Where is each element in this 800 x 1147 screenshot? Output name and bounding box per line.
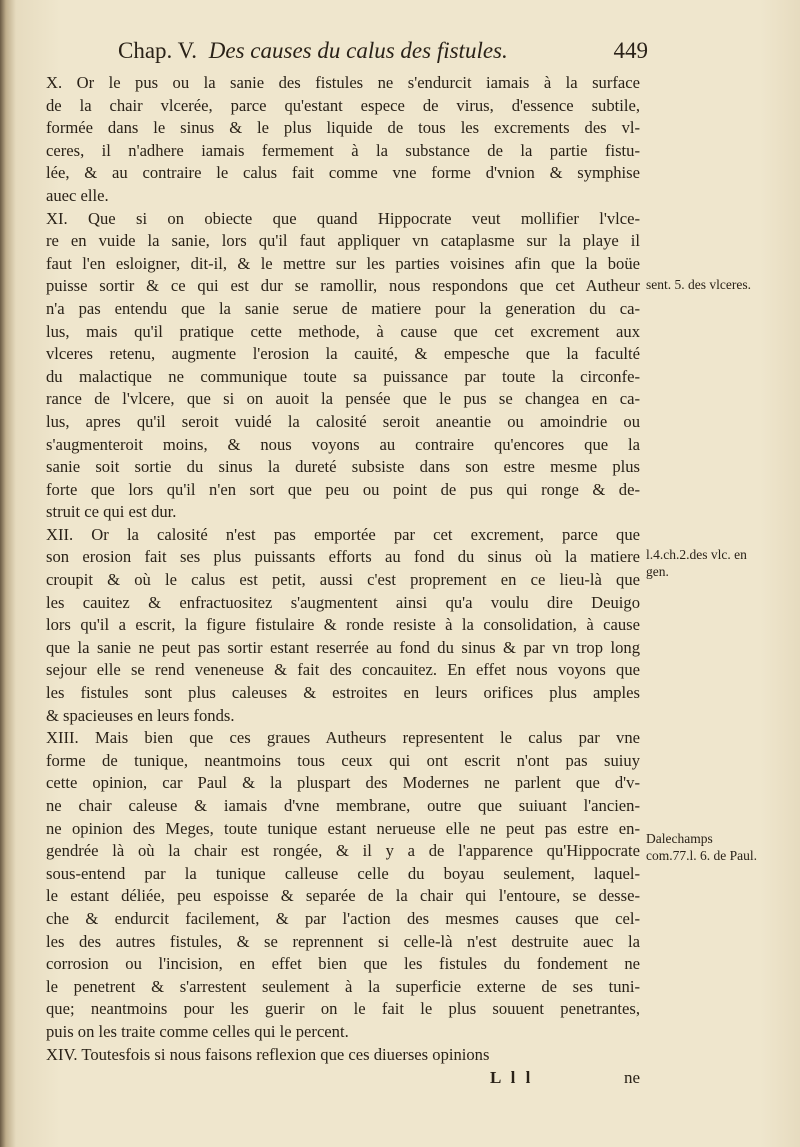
text-line: lors qu'il a escrit, la figure fistulaire & ronde resiste à la consolidation, à cause xyxy=(46,615,640,635)
catchword-line xyxy=(490,1068,640,1088)
paragraph xyxy=(46,208,640,524)
margin-note-dalechamps: Dalechamps com.77.l. 6. de Paul. xyxy=(646,831,757,863)
text-line: gendrée là où la chair est rongée, & il y a de l'apparence qu'Hippocrate xyxy=(46,841,640,861)
text-line: s'augmenteroit moins, & nous voyons au contraire qu'encores que la xyxy=(46,434,640,454)
paragraph xyxy=(46,72,640,208)
text-line: che & endurcit facilement, & par l'action des mesmes causes que cel- xyxy=(46,908,640,928)
running-head xyxy=(118,38,648,64)
text-line: puis on les traite comme celles qui le percent. xyxy=(46,1021,349,1041)
text-line: forte que lors qu'il n'en sort que peu ou point de pus qui ronge & de- xyxy=(46,479,640,499)
catchword: ne xyxy=(623,1068,640,1087)
text-line: XI. Que si on obiecte que quand Hippocrate veut mollifier l'vlce- xyxy=(46,208,640,228)
text-line: forme de tunique, neantmoins tous ceux qui ont escrit n'ont pas suiuy xyxy=(46,750,640,770)
chapter-title: Des causes du calus des fistules. xyxy=(208,38,508,63)
text-line: struit ce qui est dur. xyxy=(46,502,177,522)
text-line: ne chair caleuse & iamais d'vne membrane, outre que suiuant l'ancien- xyxy=(46,796,640,815)
text-line: les cauitez & enfractuositez s'augmentent ainsi qu'a voulu dire Deuigo xyxy=(46,592,640,612)
text-line: X. Or le pus ou la sanie des fistules ne s'endurcit iamais à la surface xyxy=(46,73,640,92)
text-line: re en vuide la sanie, lors qu'il faut appliquer vn cataplasme sur la playe il xyxy=(46,231,640,251)
chapter-label: Chap. V. xyxy=(118,38,198,63)
text-line: son erosion fait ses plus puissants efforts au fond du sinus où la matiere xyxy=(46,547,640,567)
text-line: vlceres retenu, augmente l'erosion la cauité, & empesche que la faculté xyxy=(46,344,640,364)
text-line: sous-entend par la tunique calleuse celle du boyau seulement, laquel- xyxy=(46,863,640,883)
text-line: lus, mais qu'il pratique cette methode, à cause que cet excrement aux xyxy=(46,321,640,341)
text-line: le penetrent & s'arrestent seulement à la superficie externe de ses tuni- xyxy=(46,976,640,996)
text-line: corrosion ou l'incision, en effet bien que les fistules du fondement ne xyxy=(46,954,640,974)
text-line: que la sanie ne peut pas sortir estant reserrée au fond du sinus & par vn trop long xyxy=(46,637,640,657)
text-line: de la chair vlcerée, parce qu'estant espece de virus, d'essence subtile, xyxy=(46,95,640,115)
text-line: n'a pas entendu que la sanie serue de matiere pour la generation du ca- xyxy=(46,298,640,318)
body-text xyxy=(46,72,640,1066)
text-line: auec elle. xyxy=(46,185,109,205)
margin-note-ulcers: l.4.ch.2.des vlc. en gen. xyxy=(646,547,747,579)
text-line: les des autres fistules, & se reprennent si celle-là n'est destruite auec la xyxy=(46,931,640,951)
text-line: XIV. Toutesfois si nous faisons reflexion que ces diuerses opinions xyxy=(46,1044,490,1064)
text-line: cette opinion, car Paul & la pluspart des Modernes ne parlent que d'v- xyxy=(46,773,640,793)
text-line: rance de l'vlcere, que si on auoit la pensée que le pus se changea en ca- xyxy=(46,389,640,409)
margin-note-sentences: sent. 5. des vlceres. xyxy=(646,277,751,292)
text-line: lée, & au contraire le calus fait comme vne forme d'vnion & symphise xyxy=(46,163,640,183)
paragraph xyxy=(46,727,640,1043)
text-line: ceres, il n'adhere iamais fermement à la substance de la partie fistu- xyxy=(46,140,640,160)
paragraph xyxy=(46,524,640,727)
text-line: faut l'en esloigner, dit-il, & le mettre sur les parties voisines afin que la boüe xyxy=(46,253,640,273)
text-line: les fistules sont plus caleuses & estroites en leurs orifices plus amples xyxy=(46,683,640,703)
text-line: croupit & où le calus est petit, aussi c'est proprement en ce lieu-là que xyxy=(46,570,640,590)
text-line: XII. Or la calosité n'est pas emportée par cet excrement, parce que xyxy=(46,524,640,544)
text-line: du malactique ne communique toute sa puissance par toute la circonfe- xyxy=(46,366,640,386)
text-line: le estant déliée, peu espoisse & separée de la chair qui l'entoure, se desse- xyxy=(46,886,640,906)
text-line: sanie soit sortie du sinus la dureté subsiste dans son estre mesme plus xyxy=(46,457,640,477)
text-line: & spacieuses en leurs fonds. xyxy=(46,705,235,725)
text-line: formée dans le sinus & le plus liquide de tous les excrements des vl- xyxy=(46,118,640,138)
text-line: XIII. Mais bien que ces graues Autheurs representent le calus par vne xyxy=(46,728,640,748)
text-line: puisse sortir & ce qui est dur se ramollir, nous respondons que cet Autheur xyxy=(46,276,640,296)
text-line: lus, apres qu'il seroit vuidé la calosité seroit aneantie ou amoindrie ou xyxy=(46,411,640,431)
text-line: ne opinion des Meges, toute tunique estant nerueuse elle ne peut pas estre en- xyxy=(46,818,640,838)
page-number: 449 xyxy=(613,38,648,63)
signature-mark: L l l xyxy=(490,1068,534,1087)
text-line: que; neantmoins pour les guerir on le fait le plus souuent penetrantes, xyxy=(46,999,640,1019)
paragraph xyxy=(46,1044,640,1067)
text-line: sejour elle se rend veneneuse & fait des concauitez. En effet nous voyons que xyxy=(46,660,640,680)
